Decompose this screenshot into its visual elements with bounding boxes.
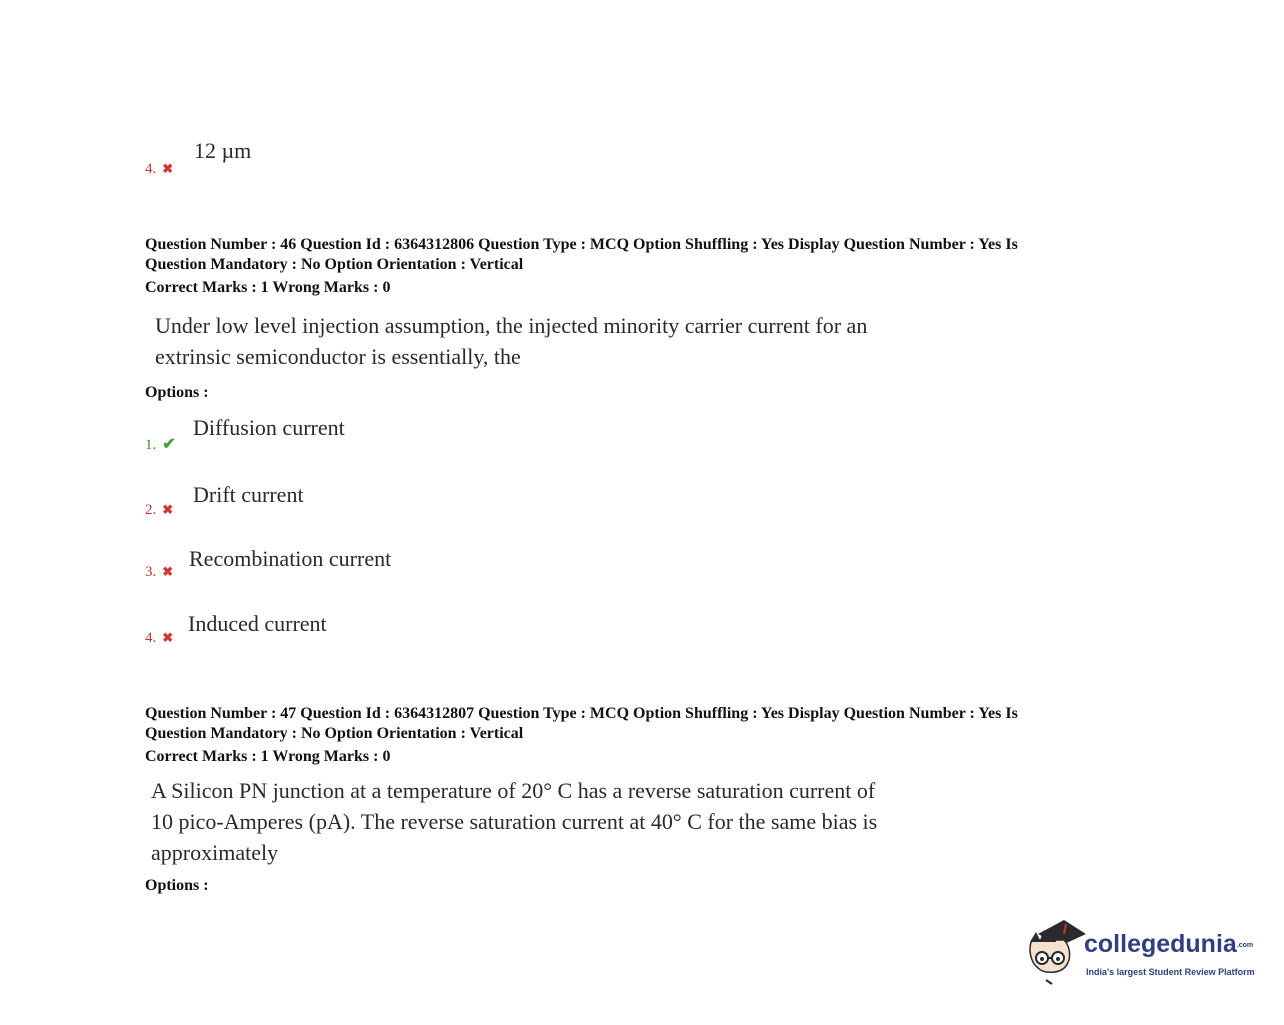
q47-meta-line2: Question Mandatory : No Option Orientation : Vertical — [145, 724, 524, 742]
q46-meta-line1: Question Number : 46 Question Id : 6364312806 Question Type : MCQ Option Shuffling : Yes Display Question Number : Yes Is — [145, 236, 1018, 253]
q46-option-3-text: Recombination current — [189, 546, 392, 571]
q46-text-line2: extrinsic semiconductor is essentially, the — [155, 344, 521, 369]
logo-wordmark: collegedunia.com — [1084, 930, 1254, 958]
q46-text-line1: Under low level injection assumption, the injected minority carrier current for an — [155, 313, 868, 338]
collegedunia-logo[interactable] — [1024, 918, 1264, 988]
prev-option-text: 12 µm — [194, 138, 252, 163]
cross-icon: ✖ — [162, 502, 174, 517]
q47-options-label: Options : — [145, 877, 209, 894]
q46-option-4-marker: 4. ✖ — [145, 630, 174, 646]
cross-icon: ✖ — [162, 630, 174, 645]
prev-option-number: 4. ✖ — [145, 161, 174, 177]
cross-icon: ✖ — [162, 161, 174, 176]
q46-option-3-marker: 3. ✖ — [145, 564, 174, 580]
q46-option-4-text: Induced current — [188, 611, 327, 636]
logo-suffix: .com — [1236, 941, 1254, 949]
mascot-icon — [1024, 918, 1086, 986]
q46-option-2-marker: 2. ✖ — [145, 502, 174, 518]
q46-option-1-text: Diffusion current — [193, 415, 345, 440]
q47-text-line1: A Silicon PN junction at a temperature of 20° C has a reverse saturation current of — [151, 778, 876, 803]
q46-option-2-text: Drift current — [193, 482, 304, 507]
q47-meta-line1: Question Number : 47 Question Id : 6364312807 Question Type : MCQ Option Shuffling : Yes Display Question Number : Yes Is — [145, 705, 1018, 722]
q47-text-line2: 10 pico-Amperes (pA). The reverse saturation current at 40° C for the same bias is — [151, 809, 878, 834]
q47-marks: Correct Marks : 1 Wrong Marks : 0 — [145, 748, 391, 765]
q47-text-line3: approximately — [151, 840, 279, 865]
q47-meta — [145, 704, 1145, 767]
q46-question-text — [155, 310, 1035, 372]
check-icon: ✔ — [162, 436, 176, 453]
q46-meta-line2: Question Mandatory : No Option Orientation : Vertical — [145, 255, 524, 273]
q46-marks: Correct Marks : 1 Wrong Marks : 0 — [145, 279, 391, 296]
q46-meta — [145, 235, 1145, 298]
logo-tagline: India's largest Student Review Platform — [1086, 967, 1255, 977]
cross-icon: ✖ — [162, 564, 174, 579]
q47-question-text — [151, 775, 1031, 868]
q46-options-label: Options : — [145, 384, 209, 401]
q46-option-1-marker: 1. ✔ — [145, 436, 176, 453]
